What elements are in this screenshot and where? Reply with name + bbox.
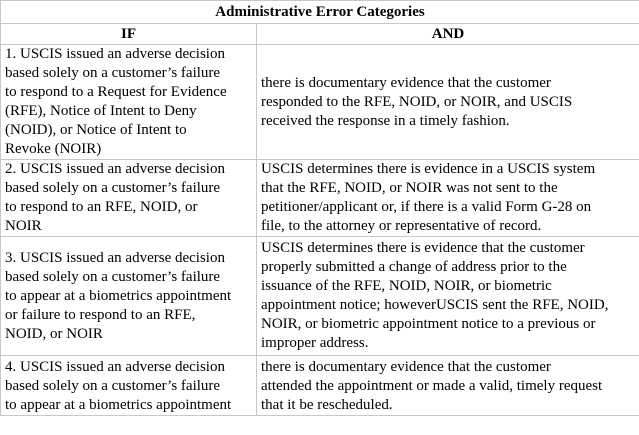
and-text: USCIS determines there is evidence that the customer properly submitted a change of address prior to the issuance of the RFE, NOID, NOIR, or biometric appointment notice; howeverUSCIS sent the RFE, NOID, NOIR, or biometric appointment notice to a previous or improper address. bbox=[261, 240, 609, 351]
table-row bbox=[1, 237, 639, 356]
table-header-row bbox=[1, 24, 639, 45]
if-text: 3. USCIS issued an adverse decision based solely on a customer’s failure to appear at a biometrics appointment or failure to respond to an RFE, NOID, or NOIR bbox=[5, 249, 232, 342]
if-cell bbox=[1, 45, 257, 160]
if-text: 4. USCIS issued an adverse decision based solely on a customer’s failure to appear at a biometrics appointment bbox=[5, 359, 232, 413]
and-text: USCIS determines there is evidence in a USCIS system that the RFE, NOID, or NOIR was not sent to the petitioner/applicant or, if there is a valid Form G-28 on file, to the attorney or representative of record. bbox=[261, 161, 596, 234]
table-row bbox=[1, 160, 639, 237]
if-cell bbox=[1, 237, 257, 356]
table-title: Administrative Error Categories bbox=[1, 1, 639, 24]
and-cell bbox=[257, 160, 639, 237]
table-row bbox=[1, 356, 639, 416]
if-cell bbox=[1, 160, 257, 237]
column-header-if: IF bbox=[1, 24, 257, 45]
column-header-and: AND bbox=[257, 24, 639, 45]
and-cell bbox=[257, 356, 639, 416]
and-cell bbox=[257, 237, 639, 356]
if-text: 2. USCIS issued an adverse decision based solely on a customer’s failure to respond to an RFE, NOID, or NOIR bbox=[5, 161, 225, 234]
table-row bbox=[1, 45, 639, 160]
table-title-row bbox=[1, 1, 639, 24]
and-text: there is documentary evidence that the customer responded to the RFE, NOID, or NOIR, and USCIS received the response in a timely fashion. bbox=[261, 74, 573, 129]
if-cell bbox=[1, 356, 257, 416]
if-text: 1. USCIS issued an adverse decision based solely on a customer’s failure to respond to a Request for Evidence (RFE), Notice of Intent to Deny (NOID), or Notice of Intent to Revoke (NOIR) bbox=[5, 46, 227, 157]
and-cell bbox=[257, 45, 639, 160]
and-text: there is documentary evidence that the customer attended the appointment or made a valid, timely request that it be rescheduled. bbox=[261, 359, 603, 413]
